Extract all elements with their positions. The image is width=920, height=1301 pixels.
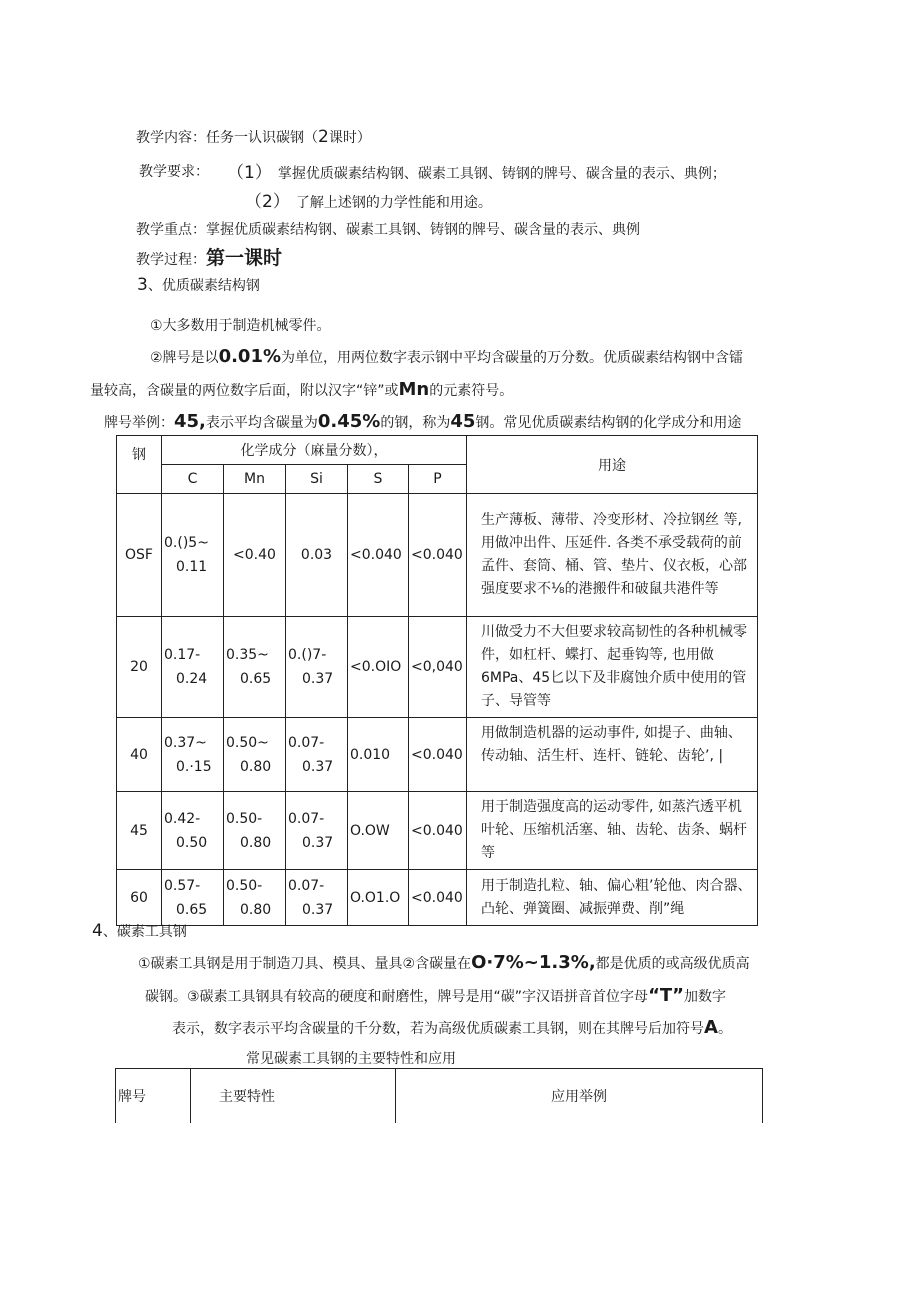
table-row	[117, 870, 758, 926]
text-run: 都是优质的或高级优质高	[595, 956, 750, 972]
teaching-process	[136, 243, 282, 270]
silicon-range	[286, 792, 348, 870]
section-4-line-3	[172, 1017, 732, 1038]
text-run: 钢。常见优质碳素结构钢的化学成分和用途	[475, 415, 742, 431]
teaching-requirement-label: 教学要求：	[139, 164, 209, 180]
carbon-range: O·7%~1.3%,	[471, 952, 596, 973]
lesson-title: 第一课时	[206, 247, 283, 269]
letter-symbol: “T”	[648, 985, 685, 1006]
requirement-1-number: （1）	[227, 163, 272, 183]
value-line: 0.37	[302, 671, 334, 687]
teaching-requirement-1	[227, 158, 726, 183]
phosphorus-value: <0.040	[409, 718, 467, 792]
text-run: ②牌号是以	[150, 350, 219, 366]
text-run: 的元素符号。	[429, 383, 514, 399]
grade-example	[104, 411, 741, 432]
value-line: 0.37	[302, 758, 334, 775]
header-use: 用途	[467, 436, 758, 494]
header-main-feature: 主要特性	[191, 1069, 396, 1124]
value-line: 0.35~	[226, 647, 269, 663]
carbon-range	[162, 617, 224, 718]
value-line: 0.24	[176, 671, 208, 687]
carbon-range	[162, 870, 224, 926]
value-line: 0.37	[302, 834, 334, 851]
use-description: 用于制造强度高的运动零件, 如蒸汽透平机叶轮、压缩机活塞、轴、齿轮、齿条、蜗杆等	[467, 792, 758, 870]
section-3-number: 3	[137, 275, 148, 295]
section-3-heading	[137, 275, 260, 295]
sulfur-value: <0.OIO	[348, 617, 409, 718]
carbon-range	[162, 792, 224, 870]
value-line: 0.07-	[288, 734, 325, 751]
text-run: 牌号举例：	[104, 415, 174, 431]
value-line: 0.42-	[164, 810, 201, 827]
steel-grade: 40	[117, 718, 162, 792]
element-symbol: Mn	[398, 379, 430, 400]
text-run: 的钢，称为	[380, 415, 451, 431]
header-si: Si	[286, 465, 348, 494]
table-row	[117, 617, 758, 718]
value-line: 0.80	[240, 901, 272, 918]
text-run: 加数字	[684, 989, 727, 1005]
teaching-process-label: 教学过程：	[136, 252, 206, 268]
header-chemical-composition: 化学成分（麻量分数），	[162, 436, 467, 465]
carbon-range	[162, 494, 224, 617]
grade-number: 45	[450, 411, 476, 432]
value-line: 0.()7-	[288, 647, 327, 663]
sulfur-value: O.OW	[348, 792, 409, 870]
manganese-range	[224, 617, 286, 718]
section-4-title: 、碳素工具钢	[102, 924, 187, 940]
sulfur-value: 0.010	[348, 718, 409, 792]
carbon-range	[162, 718, 224, 792]
table-row	[117, 792, 758, 870]
phosphorus-value: <0.040	[409, 870, 467, 926]
teaching-content-tail: 课时）	[328, 130, 371, 146]
steel-grade: 20	[117, 617, 162, 718]
value-line: 0.50-	[226, 877, 263, 894]
carbon-percent: 0.45%	[317, 411, 381, 432]
silicon-range	[286, 718, 348, 792]
header-s: S	[348, 465, 409, 494]
use-description: 用于制造扎粒、轴、偏心粗’轮他、肉合器、凸轮、弹簧圈、减振弹费、削”绳	[467, 870, 758, 926]
phosphorus-value: <0,040	[409, 617, 467, 718]
value-line: 0.07-	[288, 877, 325, 894]
value-line: 0.65	[240, 671, 272, 687]
section-3-point-1: ①大多数用于制造机械零件。	[150, 318, 331, 334]
value-line: 0.()5~	[164, 535, 209, 551]
section-3-point-2-line-1	[150, 346, 743, 367]
requirement-2-text: 了解上述钢的力学性能和用途。	[295, 195, 492, 211]
value-line: 0.·15	[176, 758, 212, 775]
use-description: 生产薄板、薄带、冷变形材、冷拉钢丝 等,用做冲出件、压延件. 各类不承受载荷的前孟件、套筒、桶、管、垫片、仪衣板，心部强度要求不⅛的港搬件和破鼠共港件等	[467, 494, 758, 617]
value-line: 0.65	[176, 901, 208, 918]
header-grade: 牌号	[116, 1069, 191, 1124]
value-line: 0.37~	[164, 734, 207, 751]
text-run: 碳钢。③碳素工具钢具有较高的硬度和耐磨性，牌号是用“碳”字汉语拼音首位字母	[145, 989, 649, 1005]
header-steel: 钢	[117, 436, 162, 494]
teaching-requirement-2	[245, 187, 492, 212]
manganese-range	[224, 870, 286, 926]
silicon-range	[286, 870, 348, 926]
section-4-heading	[92, 921, 187, 941]
section-4-line-2	[145, 985, 726, 1006]
value-line: 0.17-	[164, 647, 201, 663]
requirement-2-number: （2）	[245, 192, 290, 212]
steel-grade: OSF	[117, 494, 162, 617]
structural-steel-table	[116, 435, 758, 926]
section-3-title: 、优质碳素结构钢	[147, 278, 260, 294]
header-application: 应用举例	[396, 1069, 763, 1124]
steel-grade: 45	[117, 792, 162, 870]
unit-value: 0.01%	[218, 346, 282, 367]
table-row	[117, 494, 758, 617]
tool-steel-table-title: 常见碳素工具钢的主要特性和应用	[246, 1051, 456, 1067]
teaching-content	[136, 127, 371, 147]
section-3-point-2-line-2	[90, 379, 513, 400]
section-4-number: 4	[92, 921, 103, 941]
header-p: P	[409, 465, 467, 494]
value-line: 0.37	[302, 901, 334, 918]
silicon-value: 0.03	[286, 494, 348, 617]
manganese-range	[224, 718, 286, 792]
teaching-focus: 教学重点：掌握优质碳素结构钢、碳素工具钢、铸钢的牌号、碳含量的表示、典例	[136, 222, 640, 238]
requirement-1-text: 掌握优质碳素结构钢、碳素工具钢、铸钢的牌号、碳含量的表示、典例；	[277, 166, 726, 182]
teaching-content-label: 教学内容：任务一认识碳钢（	[136, 130, 318, 146]
value-line: 0.50-	[226, 810, 263, 827]
teaching-content-hours: 2	[318, 127, 329, 147]
use-description: 用做制造机器的运动事件, 如提子、曲轴、传动轴、活生杆、连杆、链轮、齿轮’, |	[467, 718, 758, 792]
text-run: ①碳素工具钢是用于制造刀具、模具、量具②含碳量在	[138, 956, 472, 972]
sulfur-value: <0.040	[348, 494, 409, 617]
manganese-value: <0.40	[224, 494, 286, 617]
value-line: 0.50~	[226, 734, 269, 751]
value-line: 0.50	[176, 834, 208, 851]
text-run: 量较高，含碳量的两位数字后面，附以汉字“锌”或	[90, 383, 399, 399]
silicon-range	[286, 617, 348, 718]
steel-grade: 60	[117, 870, 162, 926]
text-run: 为单位，用两位数字表示钢中平均含碳量的万分数。优质碳素结构钢中含镭	[281, 350, 744, 366]
table-row	[117, 718, 758, 792]
tool-steel-table	[115, 1068, 763, 1123]
header-mn: Mn	[224, 465, 286, 494]
value-line: 0.07-	[288, 810, 325, 827]
value-line: 0.11	[176, 559, 208, 575]
value-line: 0.80	[240, 834, 272, 851]
phosphorus-value: <0.040	[409, 792, 467, 870]
value-line: 0.57-	[164, 877, 201, 894]
header-c: C	[162, 465, 224, 494]
text-run: 表示平均含碳量为	[205, 415, 318, 431]
value-line: 0.80	[240, 758, 272, 775]
letter-symbol: A	[704, 1017, 718, 1038]
use-description: 川做受力不大但要求较高韧性的各种机械零件，如杠杆、蝶打、起垂钩等, 也用做6MPa、45匕以下及非腐蚀介质中使用的管子、导管等	[467, 617, 758, 718]
section-4-line-1	[138, 952, 750, 973]
sulfur-value: O.O1.O	[348, 870, 409, 926]
text-run: 表示，数字表示平均含碳量的千分数，若为高级优质碳素工具钢，则在其牌号后加符号	[172, 1021, 704, 1037]
text-run: 。	[717, 1021, 732, 1037]
phosphorus-value: <0.040	[409, 494, 467, 617]
grade-number: 45,	[174, 411, 206, 432]
manganese-range	[224, 792, 286, 870]
